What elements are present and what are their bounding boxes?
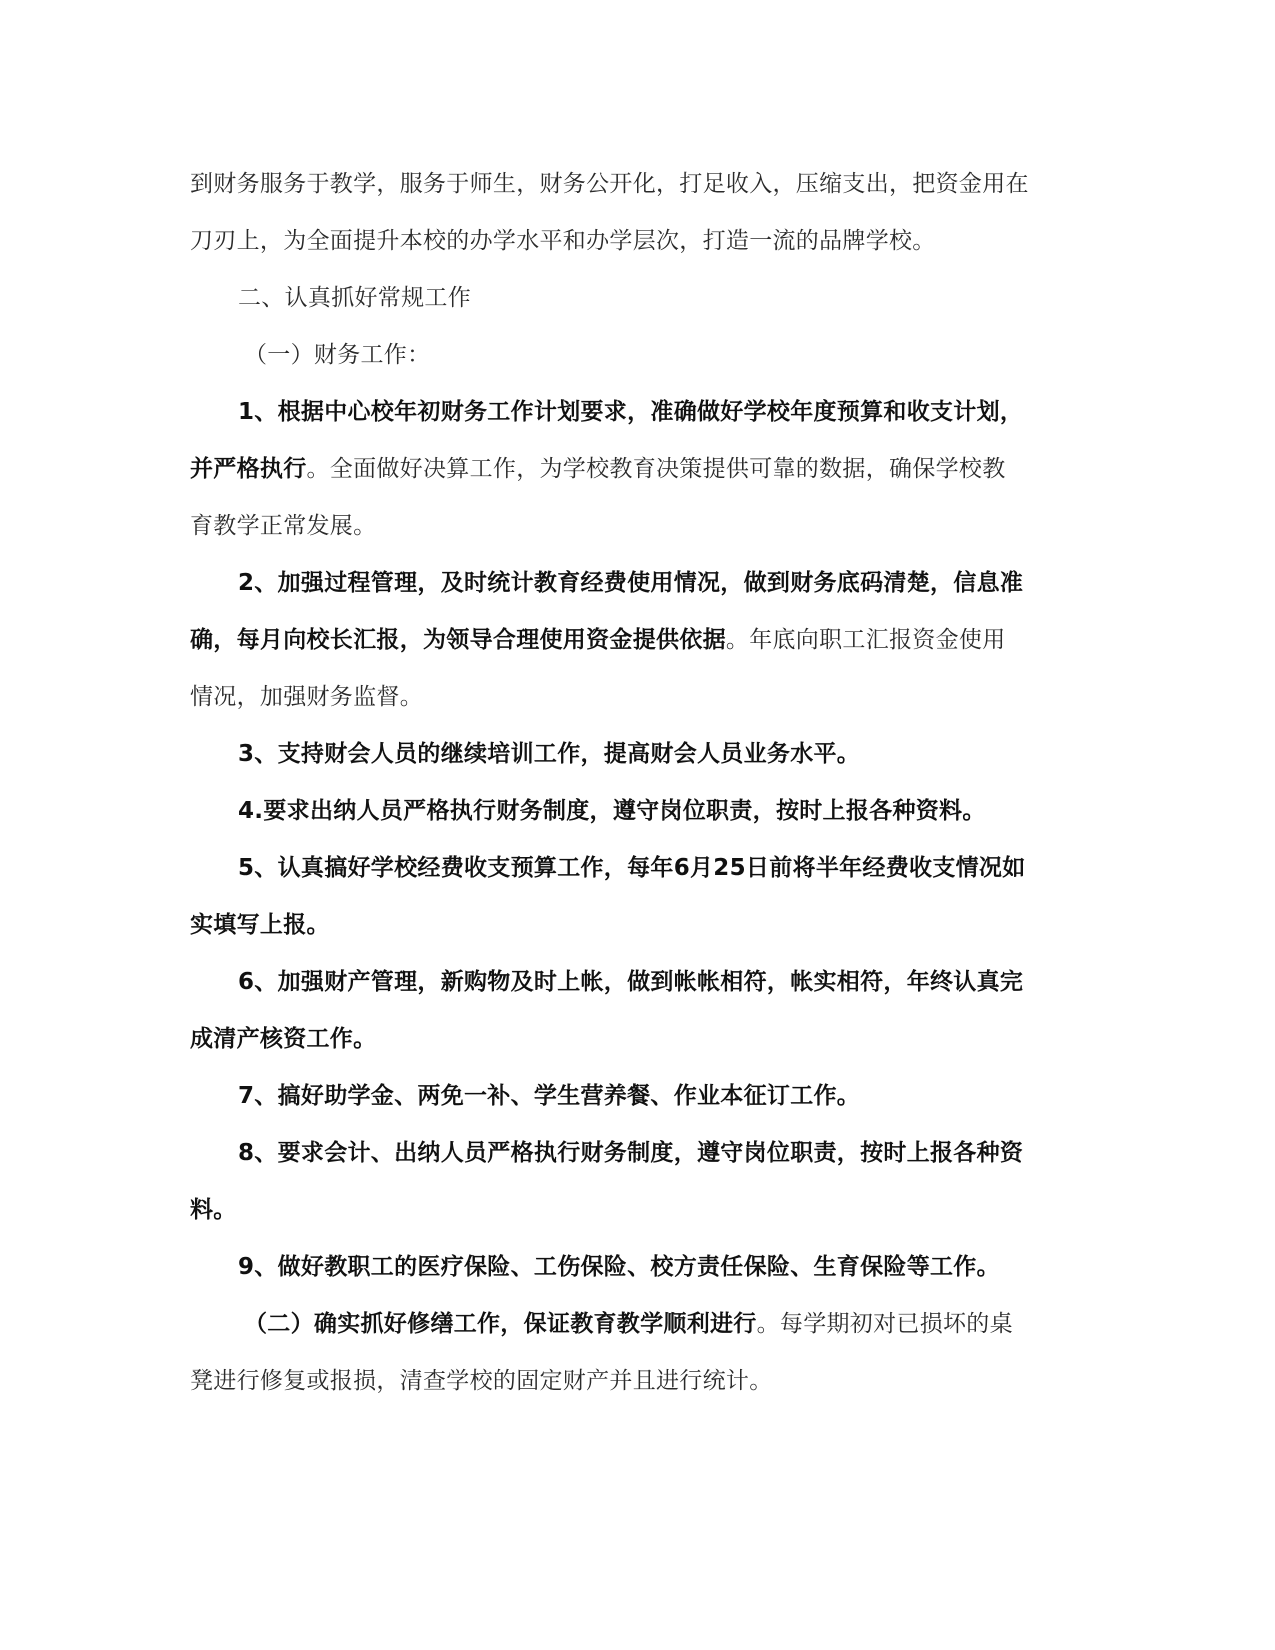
line-text: 育教学正常发展。	[190, 513, 377, 539]
paragraph-line	[190, 1366, 1090, 1396]
paragraph-line	[190, 226, 1090, 256]
line-bold-text: 确，每月向校长汇报，为领导合理使用资金提供依据	[190, 627, 726, 653]
line-bold-text: 实填写上报。	[190, 912, 330, 938]
line-text: 。每学期初对已损坏的桌	[756, 1311, 1013, 1337]
section-heading-text: 二、认真抓好常规工作	[238, 285, 471, 311]
line-text: 。全面做好决算工作，为学校教育决策提供可靠的数据，确保学校教	[306, 456, 1006, 482]
list-item	[238, 397, 1138, 427]
line-bold-text: 7、搞好助学金、两免一补、学生营养餐、作业本征订工作。	[238, 1083, 861, 1109]
list-item	[238, 739, 1138, 769]
line-bold-text: 成清产核资工作。	[190, 1026, 377, 1052]
line-bold-text: 料。	[190, 1197, 237, 1223]
line-bold-text: 并严格执行	[190, 456, 307, 482]
paragraph-line	[190, 454, 1090, 484]
line-bold-text: 6、加强财产管理，新购物及时上帐，做到帐帐相符，帐实相符，年终认真完	[238, 969, 1024, 995]
paragraph-line	[190, 682, 1090, 712]
line-bold-text: 5、认真搞好学校经费收支预算工作，每年6月25日前将半年经费收支情况如	[238, 855, 1026, 881]
subsection-heading-text: （一）财务工作：	[244, 342, 431, 368]
list-item	[238, 853, 1138, 883]
line-bold-text: 8、要求会计、出纳人员严格执行财务制度，遵守岗位职责，按时上报各种资	[238, 1140, 1024, 1166]
line-text: 凳进行修复或报损，清查学校的固定财产并且进行统计。	[190, 1368, 773, 1394]
list-item	[238, 1252, 1138, 1282]
list-item	[238, 967, 1138, 997]
list-item	[238, 1138, 1138, 1168]
line-bold-text: 4.要求出纳人员严格执行财务制度，遵守岗位职责，按时上报各种资料。	[238, 798, 986, 824]
paragraph-line	[190, 1195, 1090, 1225]
line-bold-text: （二）确实抓好修缮工作，保证教育教学顺利进行	[244, 1311, 757, 1337]
subsection-heading	[244, 1309, 1144, 1339]
subsection-heading	[244, 340, 1144, 370]
section-heading	[238, 283, 1138, 313]
line-text: 情况，加强财务监督。	[190, 684, 423, 710]
list-item	[238, 1081, 1138, 1111]
paragraph-line	[190, 1024, 1090, 1054]
line-bold-text: 9、做好教职工的医疗保险、工伤保险、校方责任保险、生育保险等工作。	[238, 1254, 1000, 1280]
line-text: 。年底向职工汇报资金使用	[725, 627, 1006, 653]
list-item	[238, 568, 1138, 598]
line-bold-text: 2、加强过程管理，及时统计教育经费使用情况，做到财务底码清楚，信息准	[238, 570, 1024, 596]
list-item	[238, 796, 1138, 826]
line-text: 到财务服务于教学，服务于师生，财务公开化，打足收入，压缩支出，把资金用在	[190, 171, 1029, 197]
line-bold-text: 3、支持财会人员的继续培训工作，提高财会人员业务水平。	[238, 741, 861, 767]
line-text: 刀刃上，为全面提升本校的办学水平和办学层次，打造一流的品牌学校。	[190, 228, 936, 254]
paragraph-line	[190, 910, 1090, 940]
line-bold-text: 1、根据中心校年初财务工作计划要求，准确做好学校年度预算和收支计划，	[238, 399, 1024, 425]
paragraph-line	[190, 625, 1090, 655]
paragraph-line	[190, 511, 1090, 541]
paragraph-line	[190, 169, 1090, 199]
